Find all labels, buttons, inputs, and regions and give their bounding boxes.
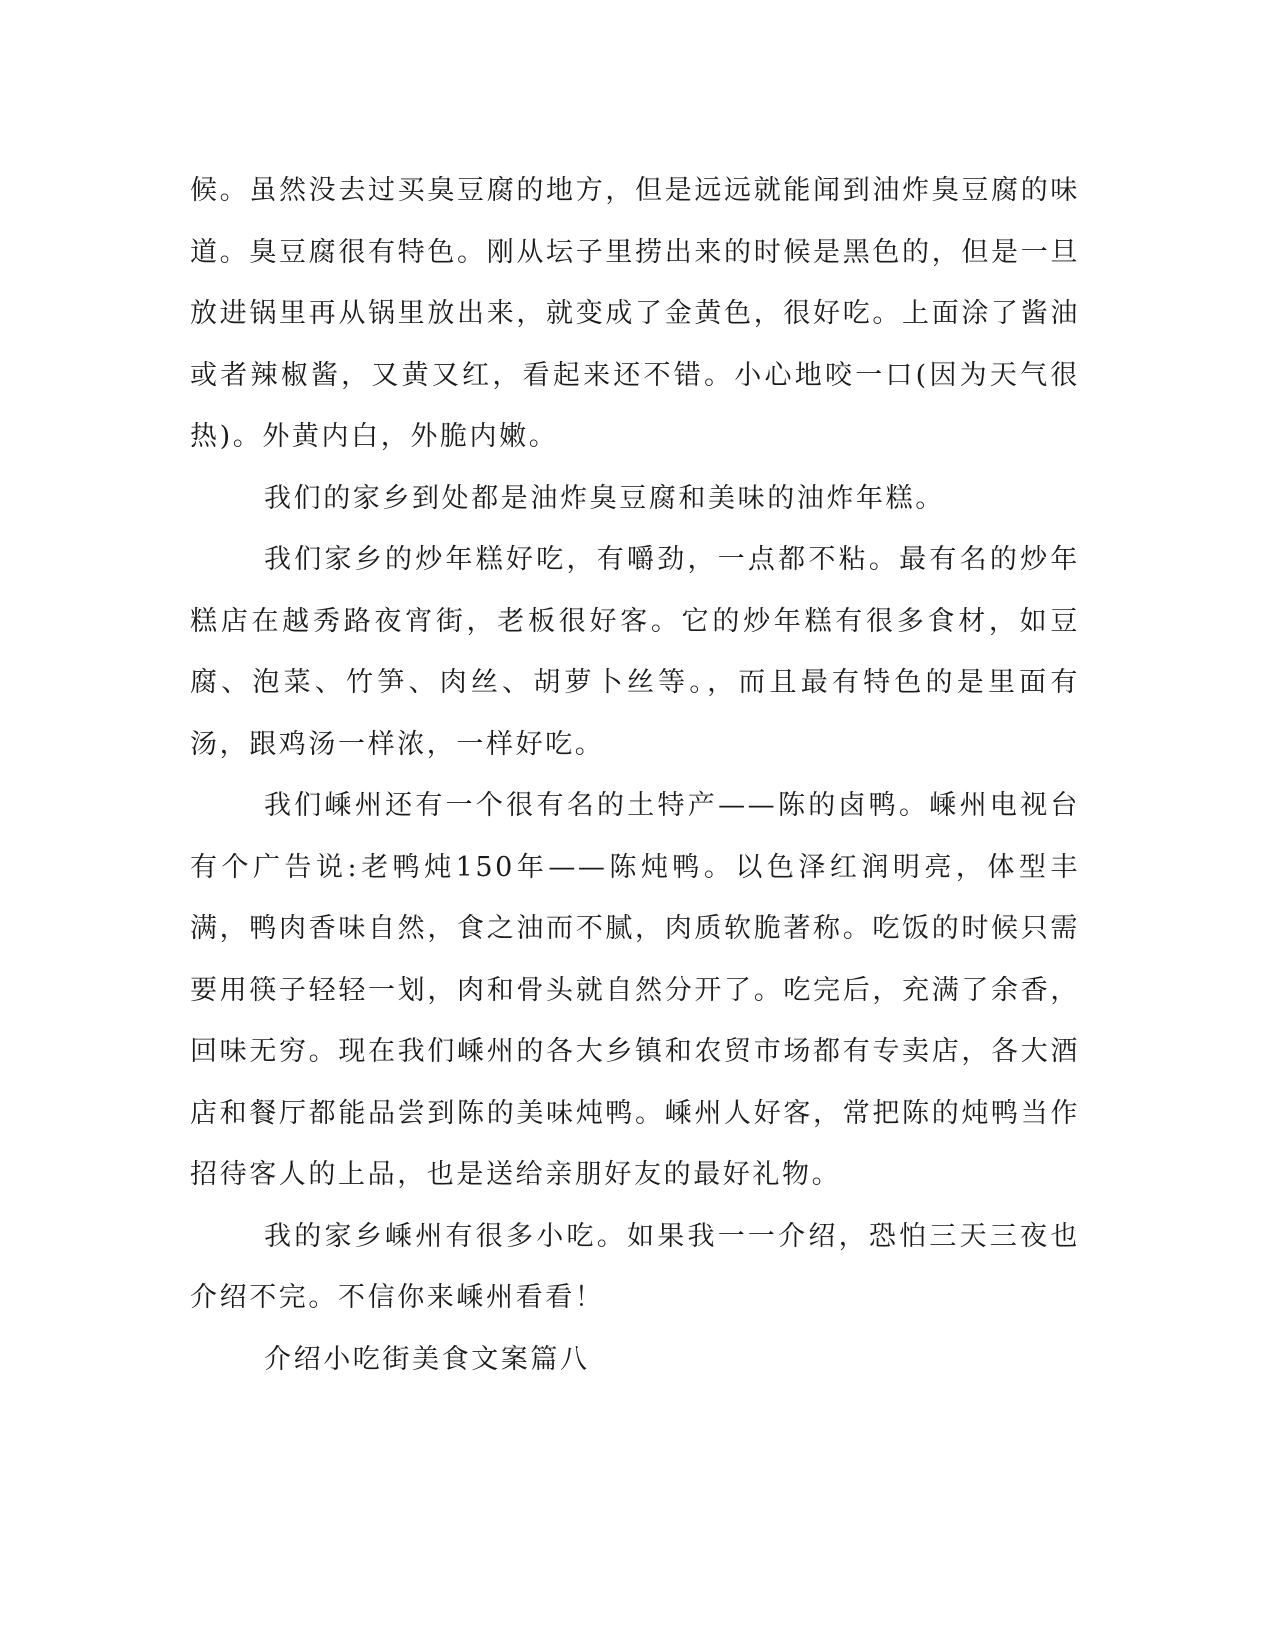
paragraph-fried-rice-cake: 我们家乡的炒年糕好吃，有嚼劲，一点都不粘。最有名的炒年糕店在越秀路夜宵街，老板很好客。它的炒年糕有很多食材，如豆腐、泡菜、竹笋、肉丝、胡萝卜丝等。，而且最有特色的是里面有汤，跟鸡汤一样浓，一样好吃。 — [190, 544, 1080, 760]
section-heading: 介绍小吃街美食文案篇八 — [264, 1343, 590, 1375]
paragraph-stinky-tofu-continued: 候。虽然没去过买臭豆腐的地方，但是远远就能闻到油炸臭豆腐的味道。臭豆腐很有特色。刚从坛子里捞出来的时候是黑色的，但是一旦放进锅里再从锅里放出来，就变成了金黄色，很好吃。上面涂了酱油或者辣椒酱，又黄又红，看起来还不错。小心地咬一口(因为天气很热)。外黄内白，外脆内嫩。 — [190, 175, 1080, 452]
paragraph-braised-duck: 我们嵊州还有一个很有名的土特产——陈的卤鸭。嵊州电视台有个广告说:老鸭炖150年——陈炖鸭。以色泽红润明亮，体型丰满，鸭肉香味自然，食之油而不腻，肉质软脆著称。吃饭的时候只需要用筷子轻轻一划，肉和骨头就自然分开了。吃完后，充满了余香，回味无穷。现在我们嵊州的各大乡镇和农贸市场都有专卖店，各大酒店和餐厅都能品尝到陈的美味炖鸭。嵊州人好客，常把陈的炖鸭当作招待客人的上品，也是送给亲朋好友的最好礼物。 — [190, 790, 1080, 1190]
paragraph-conclusion: 我的家乡嵊州有很多小吃。如果我一一介绍，恐怕三天三夜也介绍不完。不信你来嵊州看看！ — [190, 1220, 1080, 1313]
document-body — [190, 160, 1080, 1390]
paragraph-hometown-snacks: 我们的家乡到处都是油炸臭豆腐和美味的油炸年糕。 — [264, 482, 945, 514]
